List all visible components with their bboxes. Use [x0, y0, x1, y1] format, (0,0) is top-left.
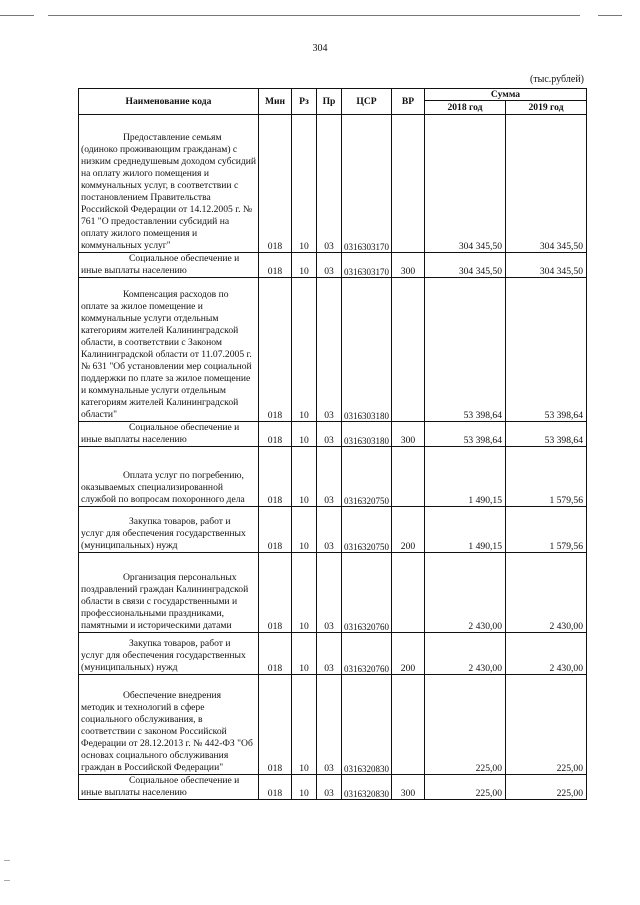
- row-name-first-line: Компенсация расходов по: [123, 289, 229, 300]
- row-name-rest: (одиноко проживающим гражданам) с низким среднедушевым доходом субсидий на оплату жилого помещения и коммунальных услуг, в соответствии с постановлением Правительства Российской Федерации от 14.12.2005 г. № 761 "О предоставлении субсидий на оплату жилого помещения и коммунальных услуг": [81, 144, 257, 251]
- table-row: [79, 675, 587, 775]
- row-name-first-line: Организация персональных: [123, 572, 237, 583]
- row-name-first-line: Социальное обеспечение и: [129, 422, 240, 433]
- cell-rz: 10: [292, 422, 317, 447]
- cell-vr: [392, 278, 425, 422]
- cell-rz: 10: [292, 507, 317, 553]
- cell-csr: 0316320760: [342, 553, 392, 633]
- cell-sum-2019: 53 398,64: [506, 422, 587, 447]
- row-name-rest: иные выплаты населению: [81, 434, 187, 445]
- row-name: [79, 553, 259, 633]
- page-number: 304: [312, 43, 328, 54]
- cell-min: 018: [259, 447, 292, 507]
- cell-sum-2018: 2 430,00: [425, 633, 506, 675]
- col-header-rz: Рз: [292, 89, 317, 115]
- col-header-sum: Сумма: [425, 89, 587, 101]
- cell-min: 018: [259, 675, 292, 775]
- cell-csr: 0316320750: [342, 447, 392, 507]
- cell-sum-2019: 225,00: [506, 775, 587, 800]
- cell-rz: 10: [292, 633, 317, 675]
- row-name-rest: поздравлений граждан Калининградской области в связи с государственными и профессиональными праздниками, памятными и историческими датами: [81, 584, 249, 631]
- cell-min: 018: [259, 775, 292, 800]
- cell-sum-2019: 2 430,00: [506, 633, 587, 675]
- units-label: (тыс.рублей): [529, 74, 584, 85]
- cell-min: 018: [259, 253, 292, 278]
- row-name-first-line: Социальное обеспечение и: [129, 775, 240, 786]
- row-name-first-line: Социальное обеспечение и: [129, 253, 240, 264]
- cell-sum-2019: 304 345,50: [506, 115, 587, 253]
- cell-rz: 10: [292, 447, 317, 507]
- col-header-2019: 2019 год: [506, 101, 587, 115]
- col-header-pr: Пр: [317, 89, 342, 115]
- cell-sum-2018: 2 430,00: [425, 553, 506, 633]
- cell-sum-2019: 1 579,56: [506, 447, 587, 507]
- cell-vr: 200: [392, 507, 425, 553]
- cell-sum-2018: 1 490,15: [425, 507, 506, 553]
- cell-sum-2018: 225,00: [425, 775, 506, 800]
- row-name: [79, 775, 259, 800]
- scan-margin-mark: [4, 860, 10, 861]
- cell-pr: 03: [317, 253, 342, 278]
- cell-min: 018: [259, 553, 292, 633]
- cell-sum-2018: 304 345,50: [425, 253, 506, 278]
- row-name-rest: иные выплаты населению: [81, 787, 187, 798]
- scan-edge-line-right: [598, 15, 622, 16]
- budget-table-body: [79, 115, 587, 800]
- cell-vr: 200: [392, 633, 425, 675]
- cell-sum-2019: 1 579,56: [506, 507, 587, 553]
- row-name-first-line: Обеспечение внедрения: [123, 690, 222, 701]
- table-row: [79, 553, 587, 633]
- col-header-min: Мин: [259, 89, 292, 115]
- row-name: [79, 675, 259, 775]
- row-name: [79, 115, 259, 253]
- cell-vr: 300: [392, 422, 425, 447]
- col-header-vr: ВР: [392, 89, 425, 115]
- cell-sum-2019: 225,00: [506, 675, 587, 775]
- cell-pr: 03: [317, 775, 342, 800]
- table-row: [79, 422, 587, 447]
- cell-rz: 10: [292, 675, 317, 775]
- cell-rz: 10: [292, 115, 317, 253]
- cell-sum-2019: 304 345,50: [506, 253, 587, 278]
- row-name-first-line: Закупка товаров, работ и: [129, 516, 231, 527]
- row-name-rest: методик и технологий в сфере социального обслуживания, в соответствии с законом Российской Федерации от 28.12.2013 г. № 442-ФЗ "Об основах социального обслуживания граждан в Российской Федерации": [81, 702, 253, 773]
- cell-vr: [392, 553, 425, 633]
- col-header-2018: 2018 год: [425, 101, 506, 115]
- cell-vr: [392, 447, 425, 507]
- table-row: [79, 447, 587, 507]
- cell-sum-2018: 1 490,15: [425, 447, 506, 507]
- table-row: [79, 115, 587, 253]
- cell-csr: 0316303170: [342, 115, 392, 253]
- scan-edge-line-center: [48, 15, 580, 16]
- cell-csr: 0316303180: [342, 278, 392, 422]
- row-name-first-line: Оплата услуг по погребению,: [123, 470, 244, 481]
- cell-min: 018: [259, 507, 292, 553]
- row-name-first-line: Закупка товаров, работ и: [129, 638, 231, 649]
- cell-csr: 0316303180: [342, 422, 392, 447]
- table-row: [79, 253, 587, 278]
- cell-sum-2018: 225,00: [425, 675, 506, 775]
- row-name-rest: оплате за жилое помещение и коммунальные услуги отдельным категориям жителей Калининградской области, в соответствии с Законом Калининградской области от 11.07.2005 г. № 631 "Об установлении мер социальной поддержки по плате за жилое помещение и коммунальные услуги отдельным категориям жителей Калининградской области": [81, 301, 252, 420]
- cell-pr: 03: [317, 115, 342, 253]
- row-name: [79, 633, 259, 675]
- cell-vr: [392, 675, 425, 775]
- cell-vr: [392, 115, 425, 253]
- cell-rz: 10: [292, 253, 317, 278]
- row-name: [79, 447, 259, 507]
- cell-min: 018: [259, 115, 292, 253]
- row-name: [79, 422, 259, 447]
- row-name-rest: услуг для обеспечения государственных (муниципальных) нужд: [81, 528, 246, 551]
- cell-csr: 0316320750: [342, 507, 392, 553]
- cell-pr: 03: [317, 633, 342, 675]
- cell-sum-2018: 53 398,64: [425, 422, 506, 447]
- row-name-rest: оказываемых специализированной службой по вопросам похоронного дела: [81, 482, 245, 505]
- budget-table: [78, 88, 587, 800]
- cell-min: 018: [259, 422, 292, 447]
- cell-csr: 0316303170: [342, 253, 392, 278]
- cell-pr: 03: [317, 422, 342, 447]
- cell-rz: 10: [292, 553, 317, 633]
- table-row: [79, 278, 587, 422]
- cell-csr: 0316320760: [342, 633, 392, 675]
- cell-pr: 03: [317, 507, 342, 553]
- cell-rz: 10: [292, 775, 317, 800]
- row-name-first-line: Предоставление семьям: [123, 132, 222, 143]
- table-row: [79, 775, 587, 800]
- cell-csr: 0316320830: [342, 775, 392, 800]
- cell-min: 018: [259, 633, 292, 675]
- cell-rz: 10: [292, 278, 317, 422]
- cell-sum-2018: 304 345,50: [425, 115, 506, 253]
- cell-pr: 03: [317, 675, 342, 775]
- cell-pr: 03: [317, 553, 342, 633]
- row-name-rest: услуг для обеспечения государственных (муниципальных) нужд: [81, 650, 246, 673]
- scan-margin-mark: [4, 880, 10, 881]
- table-row: [79, 507, 587, 553]
- cell-csr: 0316320830: [342, 675, 392, 775]
- row-name: [79, 253, 259, 278]
- scan-edge-line-left: [0, 15, 34, 16]
- row-name: [79, 507, 259, 553]
- cell-vr: 300: [392, 253, 425, 278]
- cell-sum-2018: 53 398,64: [425, 278, 506, 422]
- col-header-csr: ЦСР: [342, 89, 392, 115]
- cell-vr: 300: [392, 775, 425, 800]
- cell-pr: 03: [317, 278, 342, 422]
- col-header-name: Наименование кода: [79, 89, 259, 115]
- row-name: [79, 278, 259, 422]
- row-name-rest: иные выплаты населению: [81, 265, 187, 276]
- table-row: [79, 633, 587, 675]
- cell-sum-2019: 2 430,00: [506, 553, 587, 633]
- cell-min: 018: [259, 278, 292, 422]
- cell-pr: 03: [317, 447, 342, 507]
- cell-sum-2019: 53 398,64: [506, 278, 587, 422]
